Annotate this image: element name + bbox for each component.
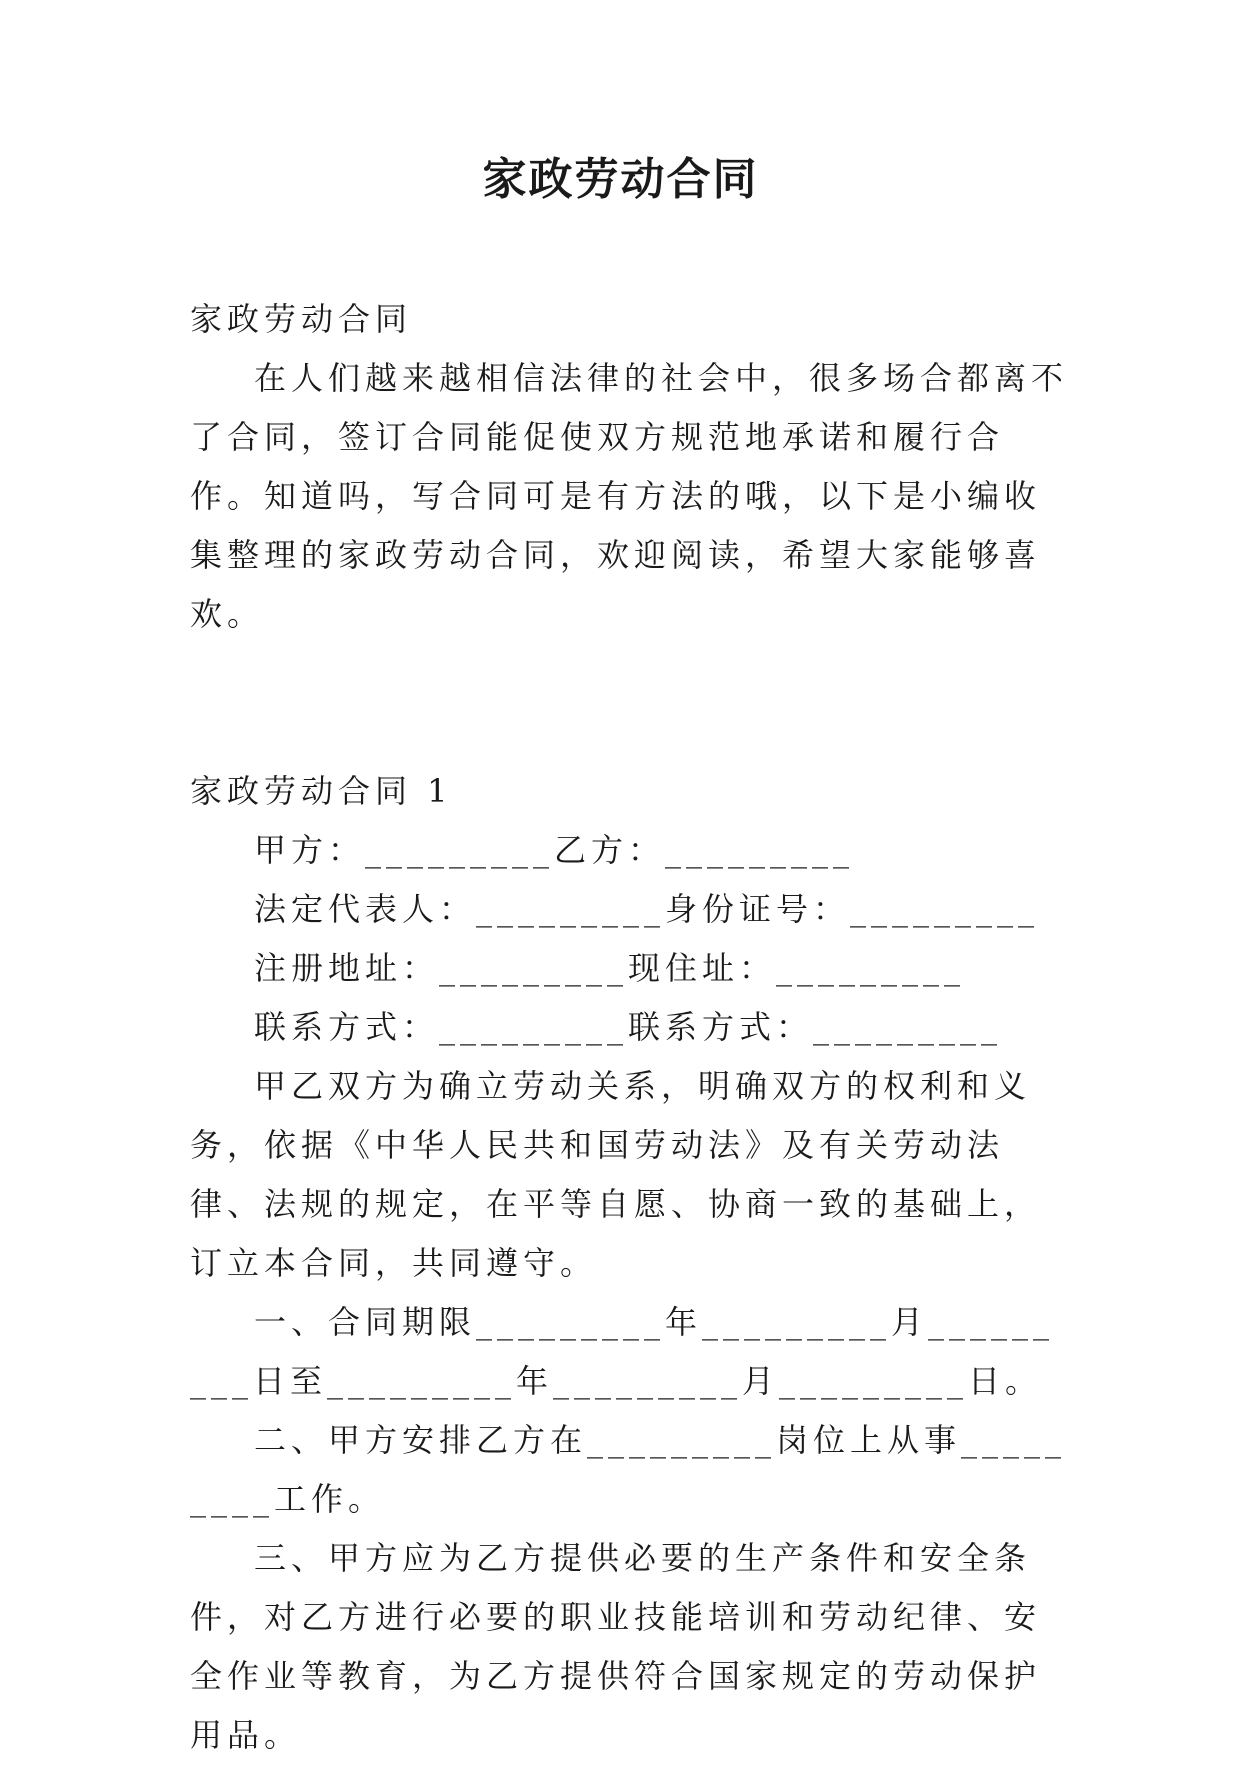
document-body bbox=[190, 290, 1070, 1765]
address-line: 注册地址：_________现住址：_________ bbox=[254, 949, 966, 987]
contact-line: 联系方式：_________联系方式：_________ bbox=[254, 1008, 1003, 1046]
clause-conditions: 三、甲方应为乙方提供必要的生产条件和安全条件，对乙方进行必要的职业技能培训和劳动纪律、安全作业等教育，为乙方提供符合国家规定的劳动保护用品。 bbox=[190, 1539, 1042, 1754]
document-title: 家政劳动合同 bbox=[482, 154, 759, 205]
clause-term: 一、合同期限_________年_________月_________日至_________年_________月_________日。 bbox=[190, 1303, 1055, 1400]
preamble-paragraph: 甲乙双方为确立劳动关系，明确双方的权利和义务，依据《中华人民共和国劳动法》及有关劳动法律、法规的规定，在平等自愿、协商一致的基础上，订立本合同，共同遵守。 bbox=[190, 1067, 1042, 1282]
section-heading: 家政劳动合同 1 bbox=[190, 772, 453, 810]
party-names-line: 甲方：_________乙方：_________ bbox=[254, 831, 855, 869]
section-gap bbox=[190, 644, 1070, 762]
intro-paragraph: 在人们越来越相信法律的社会中，很多场合都离不了合同，签订合同能促使双方规范地承诺和履行合作。知道吗，写合同可是有方法的哦，以下是小编收集整理的家政劳动合同，欢迎阅读，希望大家能够喜欢。 bbox=[190, 359, 1069, 633]
representative-id-line: 法定代表人：_________身份证号：_________ bbox=[254, 890, 1040, 928]
clause-position: 二、甲方安排乙方在_________岗位上从事_________工作。 bbox=[190, 1421, 1067, 1518]
document-heading: 家政劳动合同 bbox=[190, 300, 413, 338]
